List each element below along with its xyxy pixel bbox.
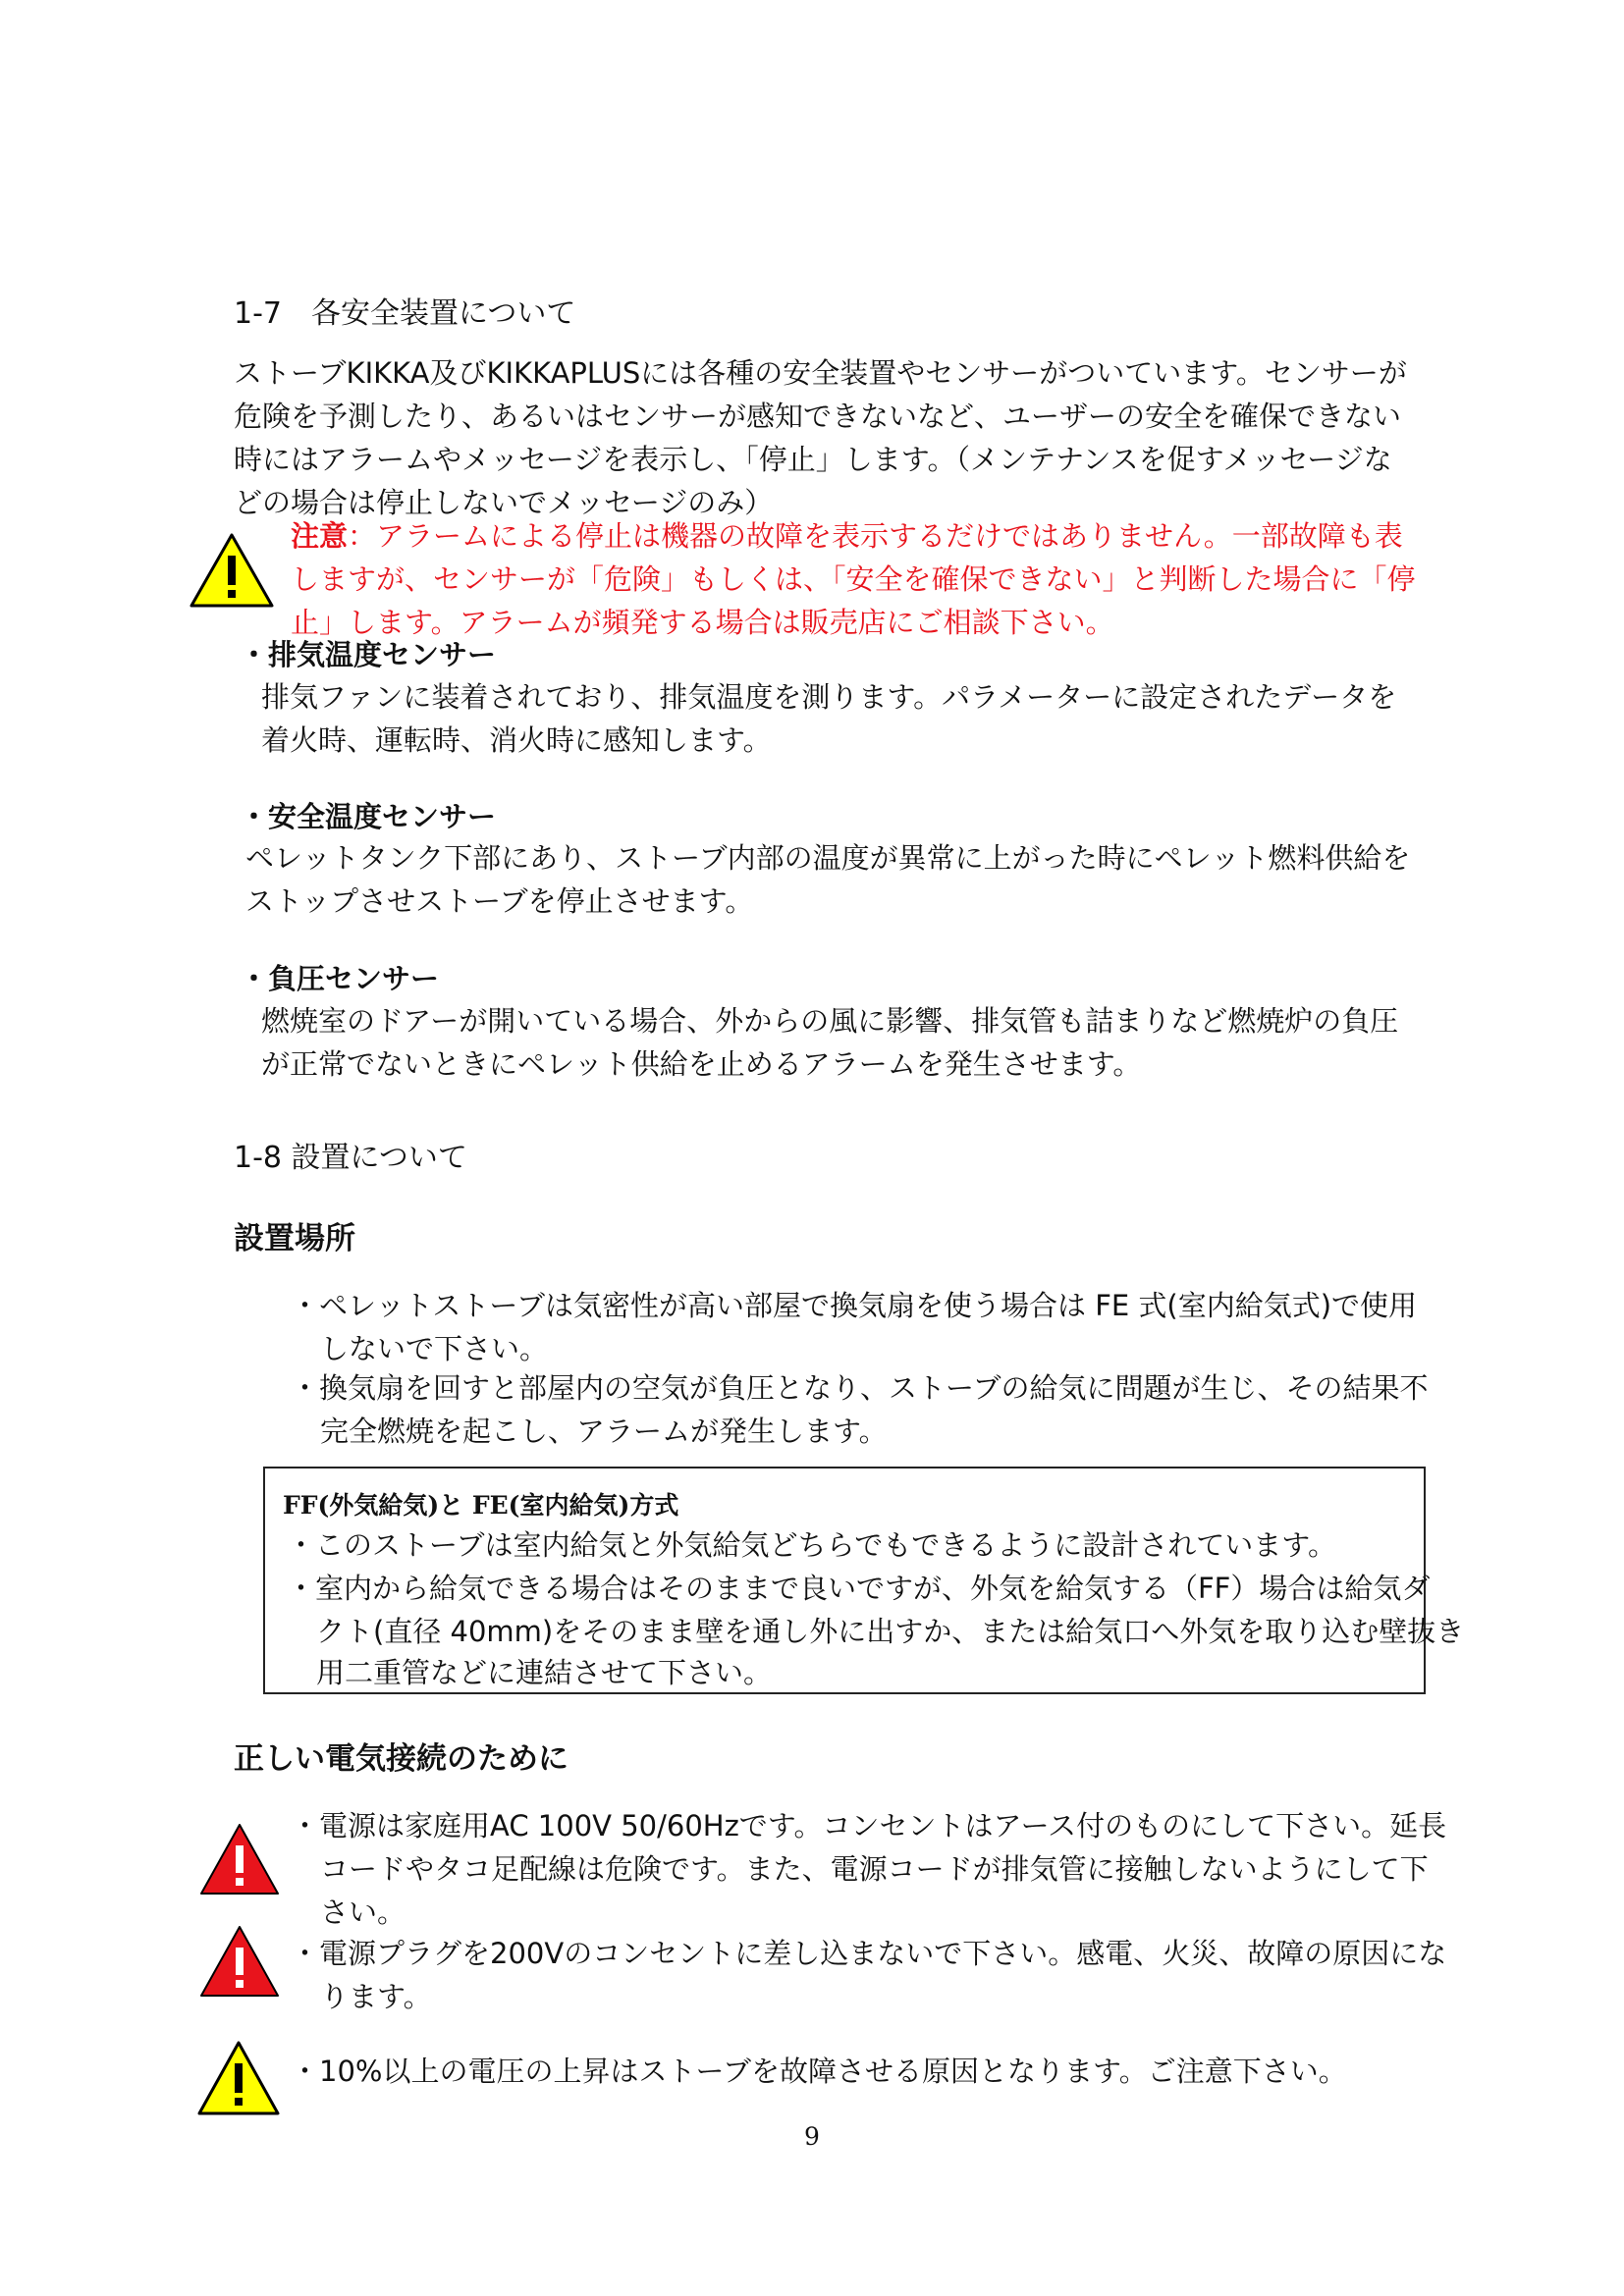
section-1-8-title: 1-8 設置について — [234, 1141, 467, 1175]
sensor-exhaust-line-1: 排気ファンに装着されており、排気温度を測ります。パラメーターに設定されたデータを — [261, 680, 1397, 714]
sensor-exhaust-title: ・排気温度センサー — [240, 638, 497, 671]
caution-label: 注意 — [291, 519, 349, 553]
sensor-safety-line-2: ストップさせストーブを停止させます。 — [245, 884, 754, 918]
elec-line-3: さい。 — [320, 1896, 406, 1929]
box-line-3: クト(直径 40mm)をそのまま壁を通し外に出すか、または給気口へ外気を取り込む壁抜き — [316, 1615, 1465, 1648]
place-line-2: しないで下さい。 — [320, 1332, 549, 1365]
ff-fe-box-title: FF(外気給気)と FE(室内給気)方式 — [283, 1491, 679, 1520]
install-place-heading: 設置場所 — [234, 1221, 355, 1256]
sensor-pressure-line-1: 燃焼室のドアーが開いている場合、外からの風に影響、排気管も詰まりなど燃焼炉の負圧 — [261, 1004, 1399, 1038]
warning-icon — [196, 2040, 281, 2116]
page-number: 9 — [804, 2122, 820, 2151]
caution-line-3: 止」します。アラームが頻発する場合は販売店にご相談下さい。 — [291, 606, 1114, 639]
sensor-safety-line-1: ペレットタンク下部にあり、ストーブ内部の温度が異常に上がった時にペレット燃料供給を — [245, 841, 1411, 875]
intro-line-3: 時にはアラームやメッセージを表示し、「停止」します。（メンテナンスを促すメッセージな — [234, 443, 1392, 476]
caution-text-1: ：アラームによる停止は機器の故障を表示するだけではありません。一部故障も表 — [348, 519, 1403, 553]
sensor-safety-title: ・安全温度センサー — [240, 800, 497, 833]
intro-line-4: どの場合は停止しないでメッセージのみ） — [234, 486, 774, 519]
box-line-4: 用二重管などに連結させて下さい。 — [316, 1656, 773, 1689]
box-line-2: ・室内から給気できる場合はそのままで良いですが、外気を給気する（FF）場合は給気ダ — [287, 1572, 1431, 1605]
danger-icon — [198, 1924, 281, 1999]
elec-line-2: コードやタコ足配線は危険です。また、電源コードが排気管に接触しないようにして下 — [320, 1852, 1429, 1886]
electric-heading: 正しい電気接続のために — [234, 1741, 568, 1777]
sensor-pressure-line-2: が正常でないときにペレット供給を止めるアラームを発生させます。 — [261, 1047, 1142, 1081]
caution-line-2: しますが、センサーが「危険」もしくは、「安全を確保できない」と判断した場合に「停 — [291, 562, 1416, 596]
warning-icon — [189, 532, 275, 609]
caution-line-1 — [291, 514, 1403, 558]
sensor-exhaust-line-2: 着火時、運転時、消火時に感知します。 — [261, 723, 772, 757]
place-line-4: 完全燃焼を起こし、アラームが発生します。 — [320, 1415, 888, 1448]
elec-line-5: ります。 — [320, 1980, 432, 2013]
elec-line-1: ・電源は家庭用AC 100V 50/60Hzです。コンセントはアース付のものにして下さい。延長 — [291, 1809, 1447, 1842]
intro-line-2: 危険を予測したり、あるいはセンサーが感知できないなど、ユーザーの安全を確保できない — [234, 400, 1402, 433]
sensor-pressure-title: ・負圧センサー — [240, 962, 440, 995]
section-1-7-title: 1-7 各安全装置について — [234, 296, 576, 331]
place-line-1: ・ペレットストーブは気密性が高い部屋で換気扇を使う場合は FE 式(室内給気式)で使用 — [291, 1289, 1418, 1322]
danger-icon — [198, 1822, 281, 1896]
box-line-1: ・このストーブは室内給気と外気給気どちらでもできるように設計されています。 — [287, 1528, 1336, 1562]
intro-line-1: ストーブKIKKA及びKIKKAPLUSには各種の安全装置やセンサーがついています。センサーが — [234, 356, 1407, 390]
place-line-3: ・換気扇を回すと部屋内の空気が負圧となり、ストーブの給気に問題が生じ、その結果不 — [291, 1371, 1429, 1405]
elec-line-4: ・電源プラグを200Vのコンセントに差し込まないで下さい。感電、火災、故障の原因にな — [291, 1937, 1447, 1970]
elec-line-6: ・10%以上の電圧の上昇はストーブを故障させる原因となります。ご注意下さい。 — [291, 2055, 1347, 2088]
